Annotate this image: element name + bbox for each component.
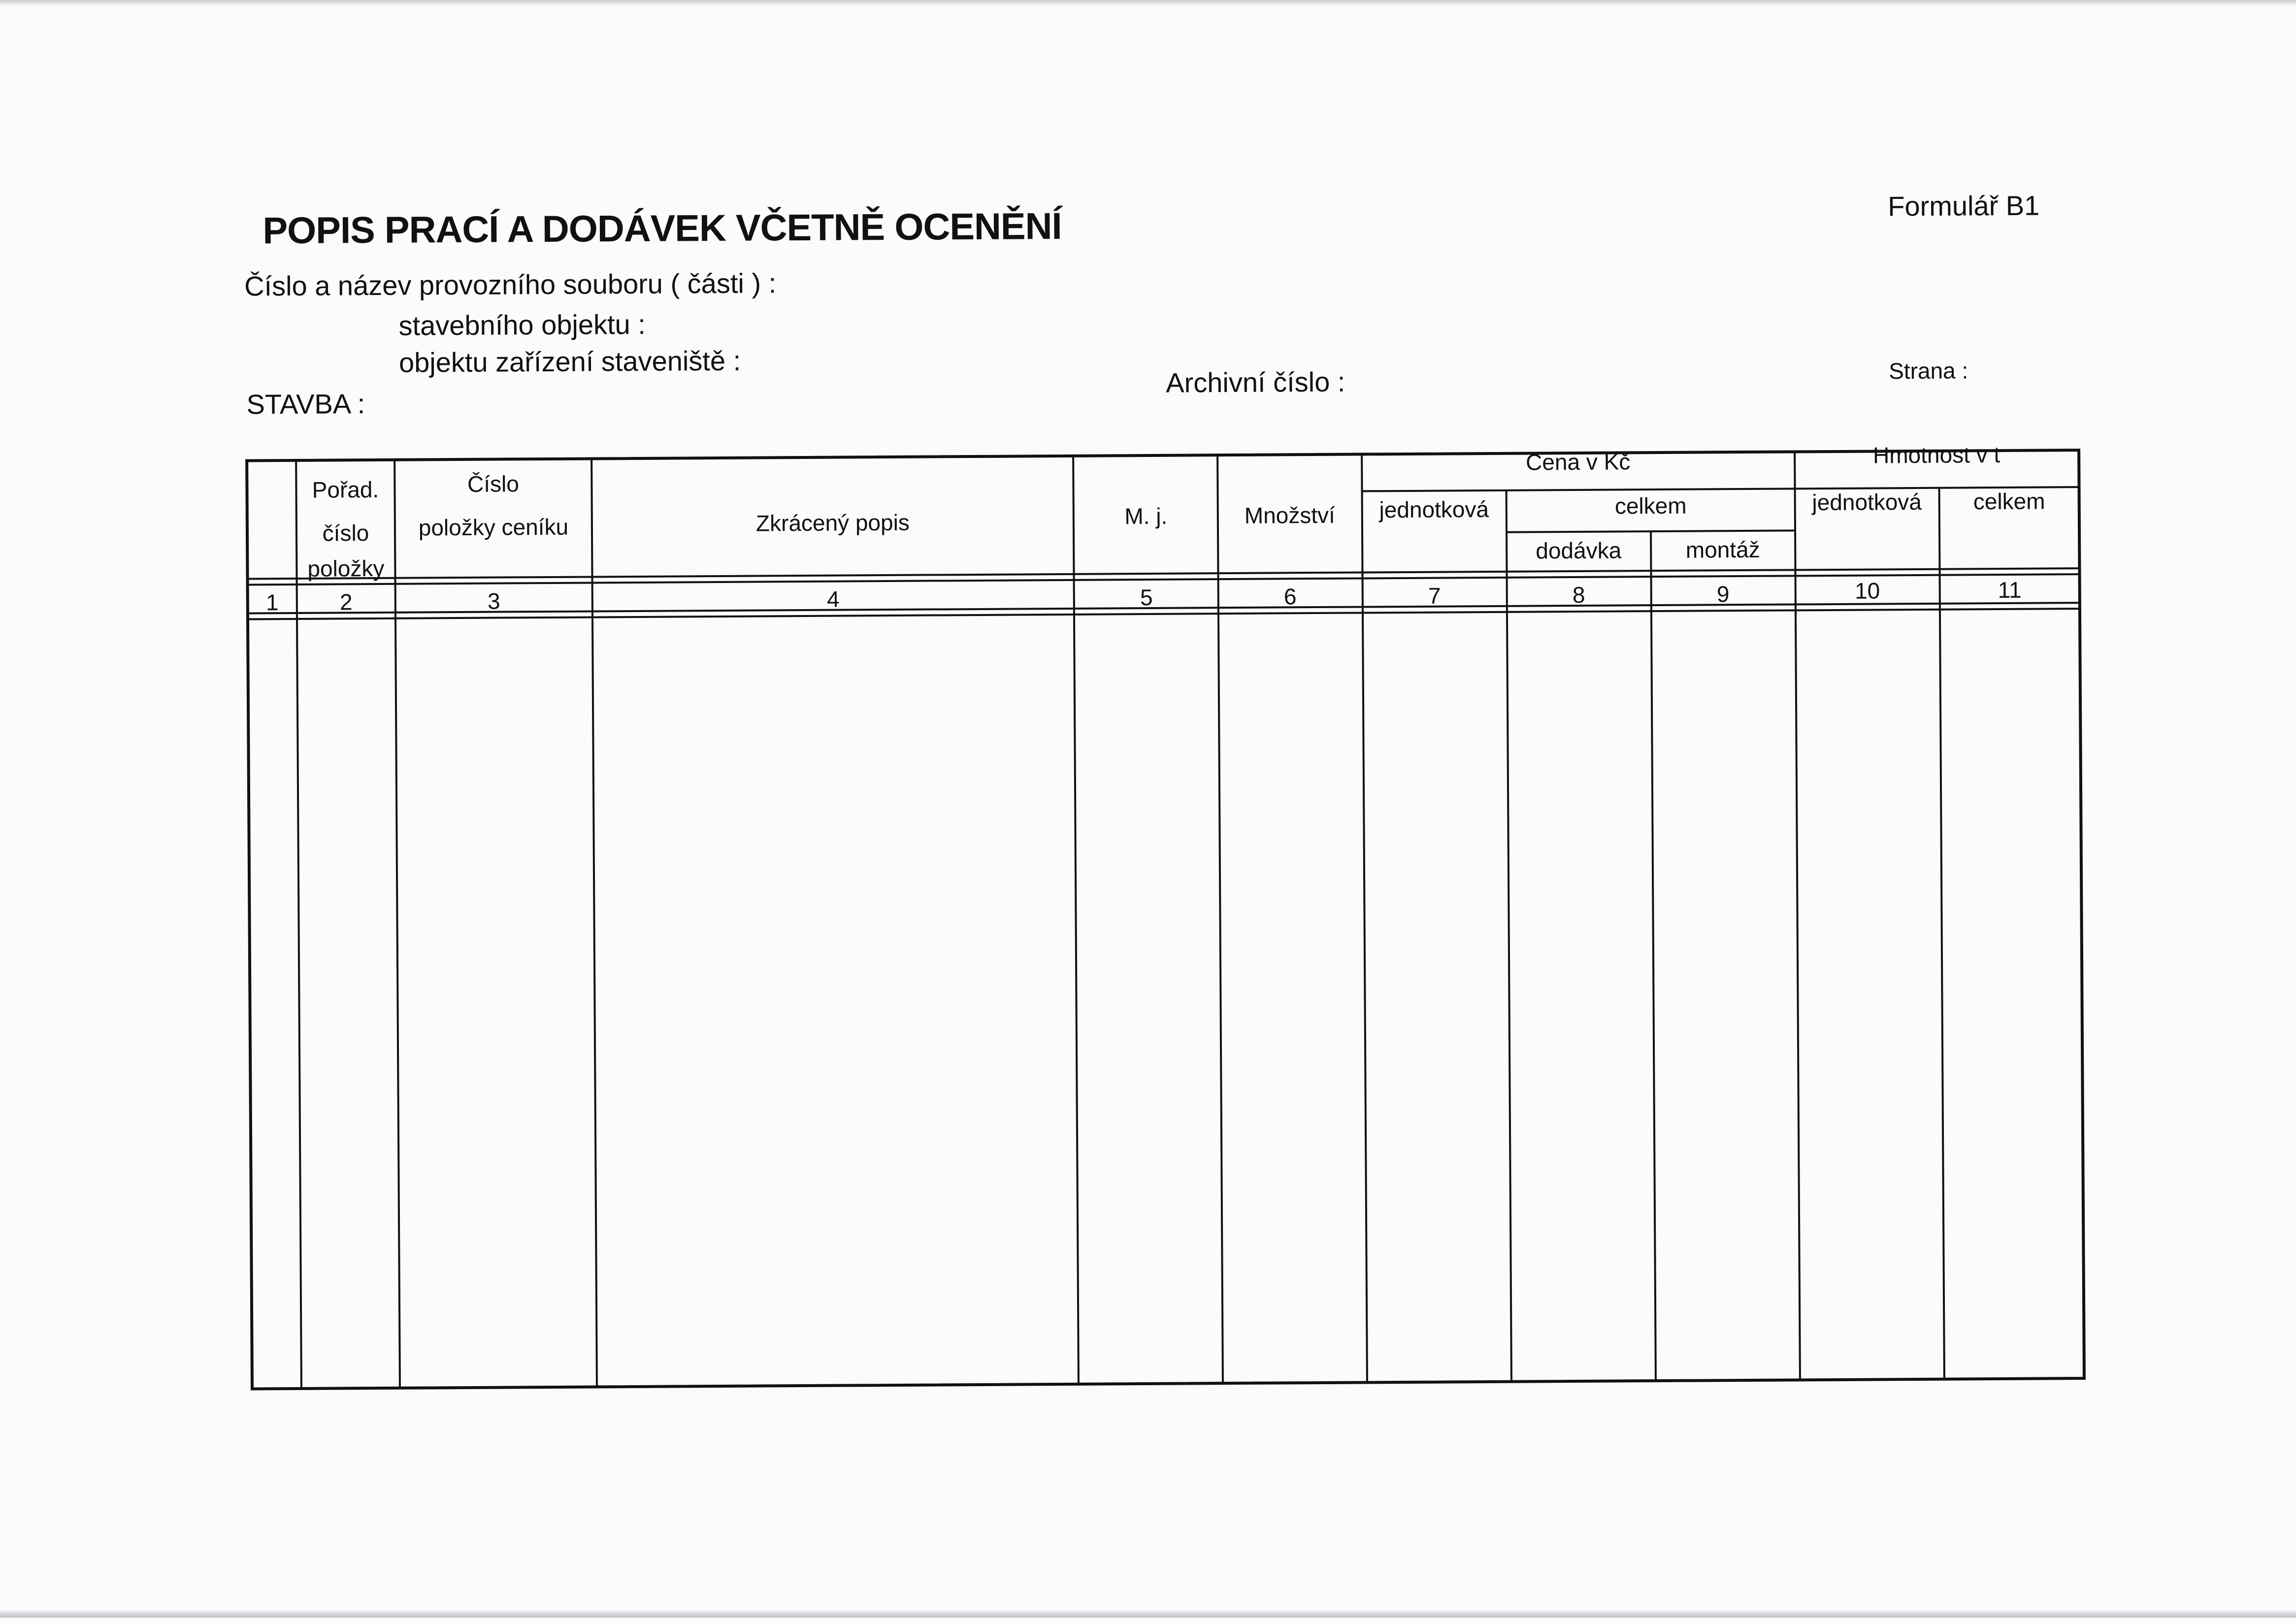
label-stavba: STAVBA : <box>246 388 365 420</box>
col-number: 5 <box>1140 584 1153 611</box>
col-header-cena-jednotkova: jednotková <box>1379 496 1489 523</box>
column-separator <box>1939 488 1944 1379</box>
col-header-mj: M. j. <box>1124 503 1168 529</box>
label-objekt-zarizeni: objektu zařízení staveniště : <box>398 345 741 378</box>
group-header-cena: Cena v Kč <box>1525 449 1631 475</box>
column-separator <box>1073 456 1079 1384</box>
subgroup-header-celkem: celkem <box>1614 492 1687 519</box>
col-header-cislo-polozky: položky ceníku <box>418 514 569 541</box>
column-separator <box>1795 452 1800 1380</box>
column-separator <box>1651 531 1656 1381</box>
col-header-zkraceny-popis: Zkrácený popis <box>755 509 910 536</box>
col-number: 9 <box>1716 581 1730 607</box>
col-header-porad: položky <box>307 555 385 582</box>
col-header-montaz: montáž <box>1685 536 1760 563</box>
form-code: Formulář B1 <box>1888 190 2040 222</box>
column-separator <box>591 458 597 1387</box>
group-header-rule <box>1362 487 2079 491</box>
col-number: 8 <box>1572 582 1585 608</box>
col-header-hmotnost-jednotkova: jednotková <box>1812 488 1922 516</box>
col-number: 3 <box>487 588 500 614</box>
form-title: POPIS PRACÍ A DODÁVEK VČETNĚ OCENĚNÍ <box>262 205 1062 252</box>
header-rule <box>248 574 2080 585</box>
column-separator <box>1362 454 1367 1382</box>
column-separator <box>1507 490 1511 1382</box>
label-provozni-soubor: Číslo a název provozního souboru ( části ) : <box>244 267 777 302</box>
col-header-cislo-polozky: Číslo <box>467 471 519 497</box>
column-separator <box>394 460 400 1388</box>
col-header-dodavka: dodávka <box>1536 537 1622 564</box>
col-number: 6 <box>1283 584 1297 610</box>
label-stavebni-objekt: stavebního objektu : <box>398 308 646 341</box>
col-number: 7 <box>1428 583 1441 609</box>
col-header-hmotnost-celkem: celkem <box>1973 488 2045 515</box>
label-strana: Strana : <box>1888 357 1968 384</box>
col-header-mnozstvi: Množství <box>1244 502 1335 528</box>
col-header-porad: číslo <box>322 520 369 546</box>
col-number: 2 <box>339 589 353 615</box>
number-row-rule <box>248 603 2080 613</box>
column-separator <box>1217 455 1223 1383</box>
col-number: 1 <box>265 589 279 616</box>
number-row-rule <box>248 609 2080 619</box>
column-separator <box>296 460 301 1389</box>
col-header-porad: Pořad. <box>312 476 379 503</box>
col-number: 10 <box>1854 578 1880 604</box>
group-header-hmotnost: Hmotnost v t <box>1872 442 2001 468</box>
label-archivni-cislo: Archivní číslo : <box>1166 366 1345 398</box>
col-number: 4 <box>826 586 840 612</box>
header-rule <box>248 568 2080 579</box>
table-border <box>247 450 2084 1389</box>
subgroup-header-rule <box>1507 530 1795 532</box>
scan-bottom-edge <box>0 1609 2296 1618</box>
col-number: 11 <box>1998 577 2022 603</box>
